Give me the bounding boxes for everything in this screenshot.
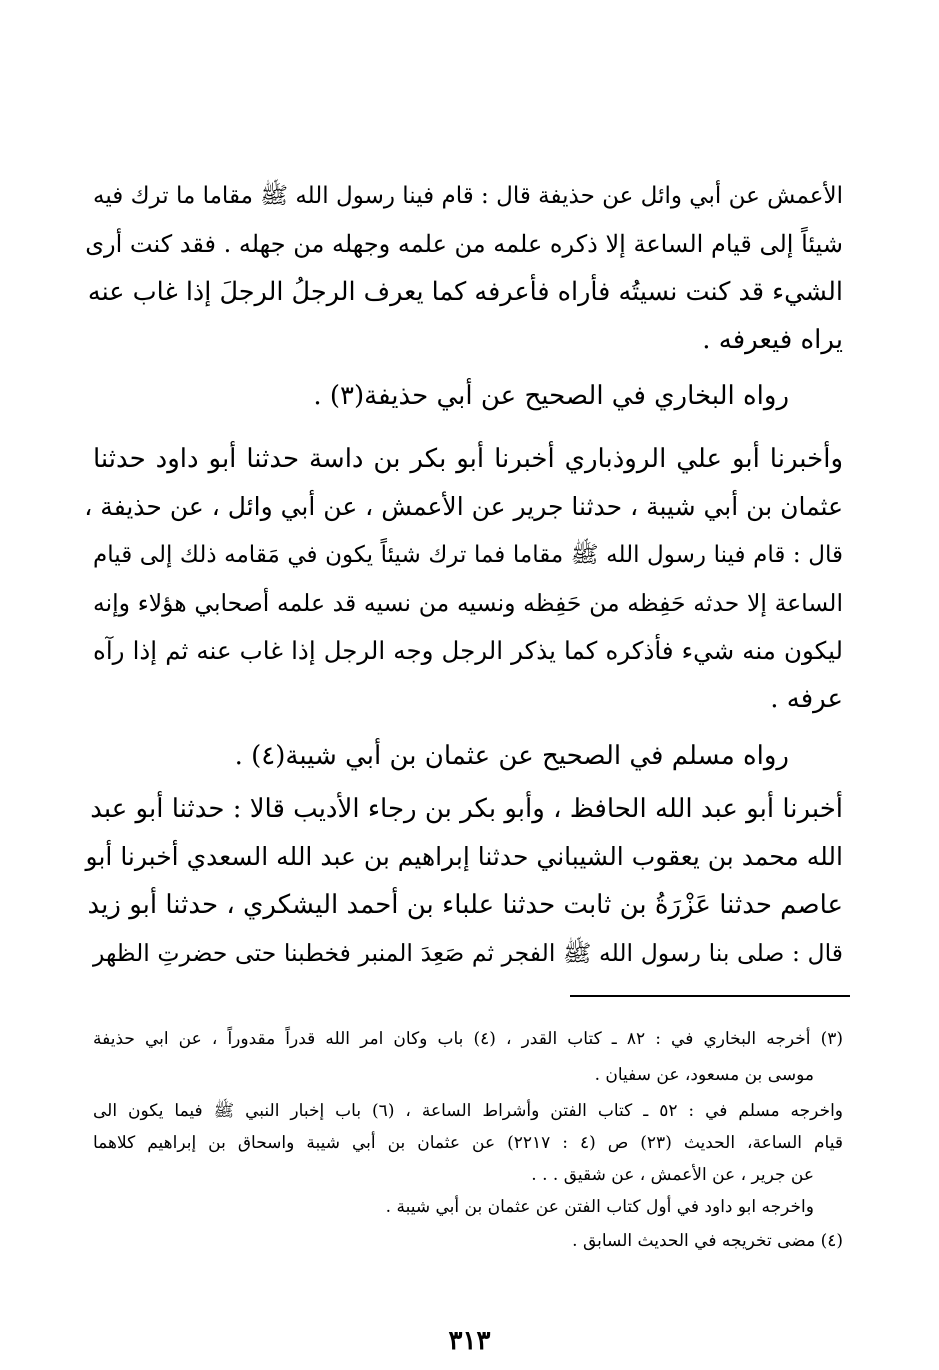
body-line: الله محمد بن يعقوب الشيباني حدثنا إبراهيم بن عبد الله السعدي أخبرنا أبو (85, 842, 843, 871)
footnote-line: موسى بن مسعود، عن سفيان . (594, 1065, 814, 1085)
body-line: يراه فيعرفه . (702, 325, 843, 355)
body-line: الساعة إلا حدثه حَفِظه من حَفِظه ونسيه من نسيه قد علمه أصحابي هؤلاء وإنه (93, 589, 843, 617)
footnote-separator (570, 995, 850, 997)
body-line: عاصم حدثنا عَزْرَةُ بن ثابت حدثنا علباء بن أحمد اليشكري ، حدثنا أبو زيد (87, 890, 843, 920)
narration-line: رواه البخاري في الصحيح عن أبي حذيفة(٣) . (313, 381, 789, 411)
body-line: الأعمش عن أبي وائل عن حذيفة قال : قام فينا رسول الله ﷺ مقاما ما ترك فيه (93, 183, 843, 209)
page-number: ٣١٣ (448, 1326, 491, 1356)
footnote-line: واخرجه ابو داود في أول كتاب الفتن عن عثمان بن أبي شيبة . (385, 1197, 814, 1217)
body-line: قال : صلى بنا رسول الله ﷺ الفجر ثم صَعِدَ المنبر فخطبنا حتى حضرتِ الظهر (93, 939, 843, 967)
footnote-line: (٤) مضى تخريجه في الحديث السابق . (572, 1231, 843, 1251)
narration-line: رواه مسلم في الصحيح عن عثمان بن أبي شيبة(٤) . (234, 741, 789, 771)
body-line: عثمان بن أبي شيبة ، حدثنا جرير عن الأعمش ، عن أبي وائل ، عن حذيفة ، (84, 492, 843, 521)
footnote-line: قيام الساعة، الحديث (٢٣) ص (٤ : ٢٢١٧) عن عثمان بن أبي شيبة واسحاق بن إبراهيم كلاهما (93, 1133, 843, 1153)
body-line: ليكون منه شيء فأذكره كما يذكر الرجل وجه الرجل إذا غاب عنه ثم إذا رآه (93, 636, 843, 665)
body-line: قال : قام فينا رسول الله ﷺ مقاما فما ترك شيئاً يكون في مَقامه ذلك إلى قيام (93, 542, 843, 568)
body-line: شيئاً إلى قيام الساعة إلا ذكره علمه من علمه وجهله من جهله . فقد كنت أرى (85, 230, 843, 258)
body-line: وأخبرنا أبو علي الروذباري أخبرنا أبو بكر بن داسة حدثنا أبو داود حدثنا (93, 444, 843, 474)
footnote-line: عن جرير ، عن الأعمش ، عن شقيق . . . (531, 1165, 814, 1185)
footnote-line: (٣) أخرجه البخاري في : ٨٢ ـ كتاب القدر ، (٤) باب وكان امر الله قدراً مقدوراً ، عن ابي حذيفة (93, 1029, 843, 1049)
body-line: عرفه . (770, 684, 843, 714)
footnote-line: واخرجه مسلم في : ٥٢ ـ كتاب الفتن وأشراط الساعة ، (٦) باب إخبار النبي ﷺ فيما يكون الى (93, 1101, 844, 1121)
body-line: أخبرنا أبو عبد الله الحافظ ، وأبو بكر بن رجاء الأديب قالا : حدثنا أبو عبد (90, 794, 843, 824)
body-line: الشيء قد كنت نسيتُه فأراه فأعرفه كما يعرف الرجلُ الرجلَ إذا غاب عنه (87, 277, 843, 307)
